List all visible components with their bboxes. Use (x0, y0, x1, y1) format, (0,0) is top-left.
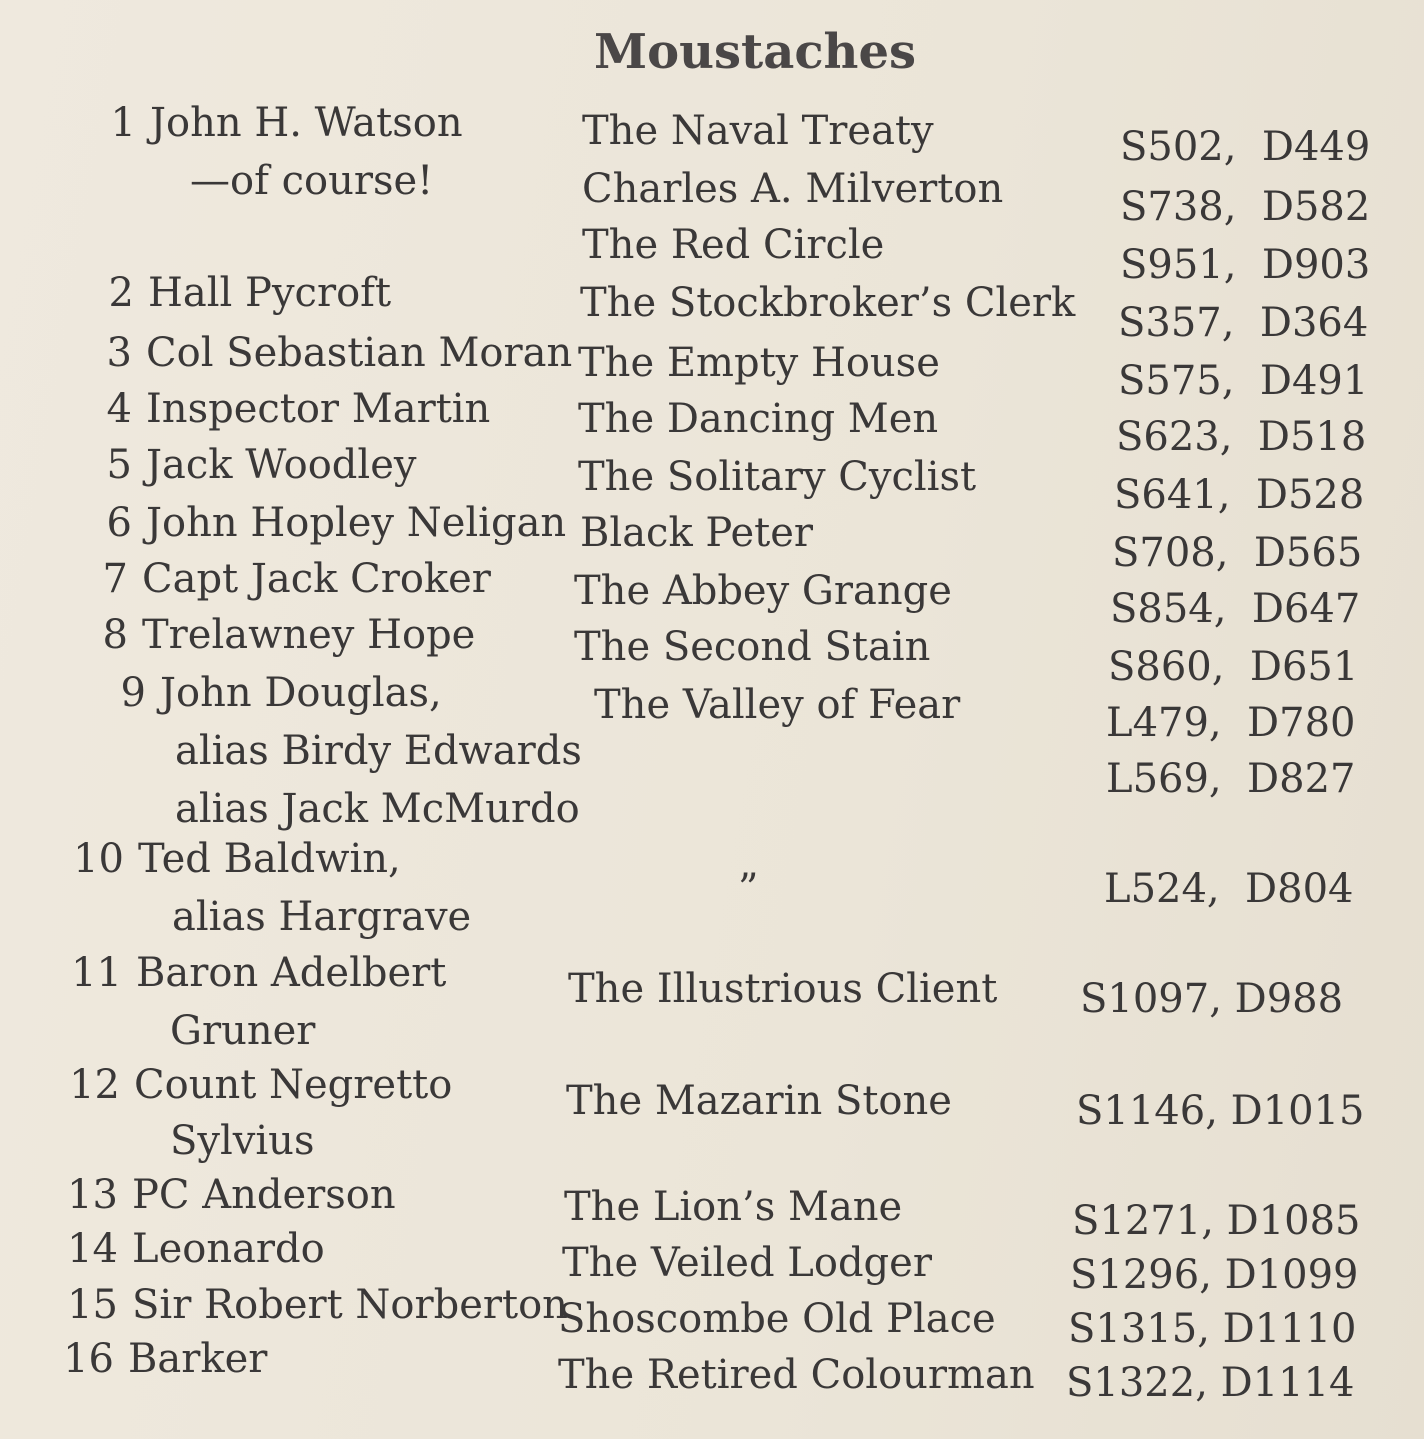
page-reference: S738, D582 (1120, 184, 1371, 230)
story-title: Shoscombe Old Place (558, 1296, 996, 1342)
character-name: Inspector Martin (146, 386, 491, 432)
character-name: Ted Baldwin, (138, 836, 401, 882)
page-reference: L569, D827 (1106, 756, 1356, 802)
entry-number: 11 (71, 950, 122, 996)
story-title: The Solitary Cyclist (578, 454, 977, 500)
character-name: Jack Woodley (146, 442, 417, 488)
page-reference: L479, D780 (1106, 700, 1356, 746)
character-name: Sylvius (170, 1118, 315, 1164)
story-title: The Lion’s Mane (564, 1184, 903, 1230)
story-title: The Empty House (578, 340, 940, 386)
story-title: The Naval Treaty (582, 108, 934, 154)
entry-number: 14 (67, 1226, 118, 1272)
character-name: PC Anderson (132, 1172, 396, 1218)
page-reference: L524, D804 (1104, 866, 1354, 912)
character-name: Leonardo (132, 1226, 325, 1272)
entry-number: 16 (63, 1336, 114, 1382)
character-name: alias Birdy Edwards (175, 728, 582, 774)
page-reference: S357, D364 (1118, 300, 1369, 346)
story-title: Charles A. Milverton (582, 166, 1004, 212)
entry-number: 3 (106, 330, 132, 376)
page-reference: S1097, D988 (1080, 976, 1344, 1022)
character-name: Gruner (170, 1008, 316, 1054)
entry-number: 10 (73, 836, 124, 882)
page-reference: S1296, D1099 (1070, 1252, 1359, 1298)
character-name: John H. Watson (150, 100, 463, 146)
page-reference: S623, D518 (1116, 414, 1367, 460)
character-name: Trelawney Hope (142, 612, 476, 658)
story-title: The Stockbroker’s Clerk (580, 280, 1076, 326)
story-title: The Retired Colourman (558, 1352, 1035, 1398)
page-reference: S854, D647 (1110, 586, 1361, 632)
entry-number: 8 (102, 612, 128, 658)
entry-number: 12 (69, 1062, 120, 1108)
story-title: The Veiled Lodger (562, 1240, 932, 1286)
page-reference: S575, D491 (1118, 358, 1369, 404)
character-name: Hall Pycroft (148, 270, 392, 316)
story-title: The Mazarin Stone (566, 1078, 952, 1124)
entry-number: 9 (120, 670, 146, 716)
character-name: Col Sebastian Moran (146, 330, 573, 376)
character-name: Baron Adelbert (136, 950, 447, 996)
entry-number: 15 (67, 1282, 118, 1328)
page-title: Moustaches (593, 24, 917, 80)
story-title: The Illustrious Client (568, 966, 998, 1012)
page-reference: S1315, D1110 (1068, 1306, 1357, 1352)
entry-number: 13 (67, 1172, 118, 1218)
page-reference: S1146, D1015 (1076, 1088, 1365, 1134)
page-reference: S502, D449 (1120, 124, 1371, 170)
story-title: The Second Stain (574, 624, 931, 670)
page-reference: S951, D903 (1120, 242, 1371, 288)
entry-number: 5 (106, 442, 132, 488)
character-name: John Hopley Neligan (146, 500, 567, 546)
page-reference: S860, D651 (1108, 644, 1359, 690)
story-title: The Valley of Fear (594, 682, 961, 728)
character-name: alias Hargrave (172, 894, 472, 940)
entry-number: 2 (108, 270, 134, 316)
page-reference: S641, D528 (1114, 472, 1365, 518)
character-name: alias Jack McMurdo (175, 786, 580, 832)
story-title: The Red Circle (582, 222, 885, 268)
page-reference: S1322, D1114 (1066, 1360, 1355, 1406)
character-name: Capt Jack Croker (142, 556, 491, 602)
character-name: Count Negretto (134, 1062, 453, 1108)
story-title: The Dancing Men (578, 396, 939, 442)
page-reference: S708, D565 (1112, 530, 1363, 576)
character-name: Barker (128, 1336, 268, 1382)
entry-number: 7 (102, 556, 128, 602)
character-name: Sir Robert Norberton (132, 1282, 568, 1328)
story-title: ” (738, 866, 759, 912)
entry-number: 1 (110, 100, 136, 146)
character-name: —of course! (190, 158, 434, 204)
story-title: Black Peter (580, 510, 814, 556)
entry-number: 4 (106, 386, 132, 432)
page-reference: S1271, D1085 (1072, 1198, 1361, 1244)
story-title: The Abbey Grange (574, 568, 952, 614)
character-name: John Douglas, (160, 670, 442, 716)
entry-number: 6 (106, 500, 132, 546)
